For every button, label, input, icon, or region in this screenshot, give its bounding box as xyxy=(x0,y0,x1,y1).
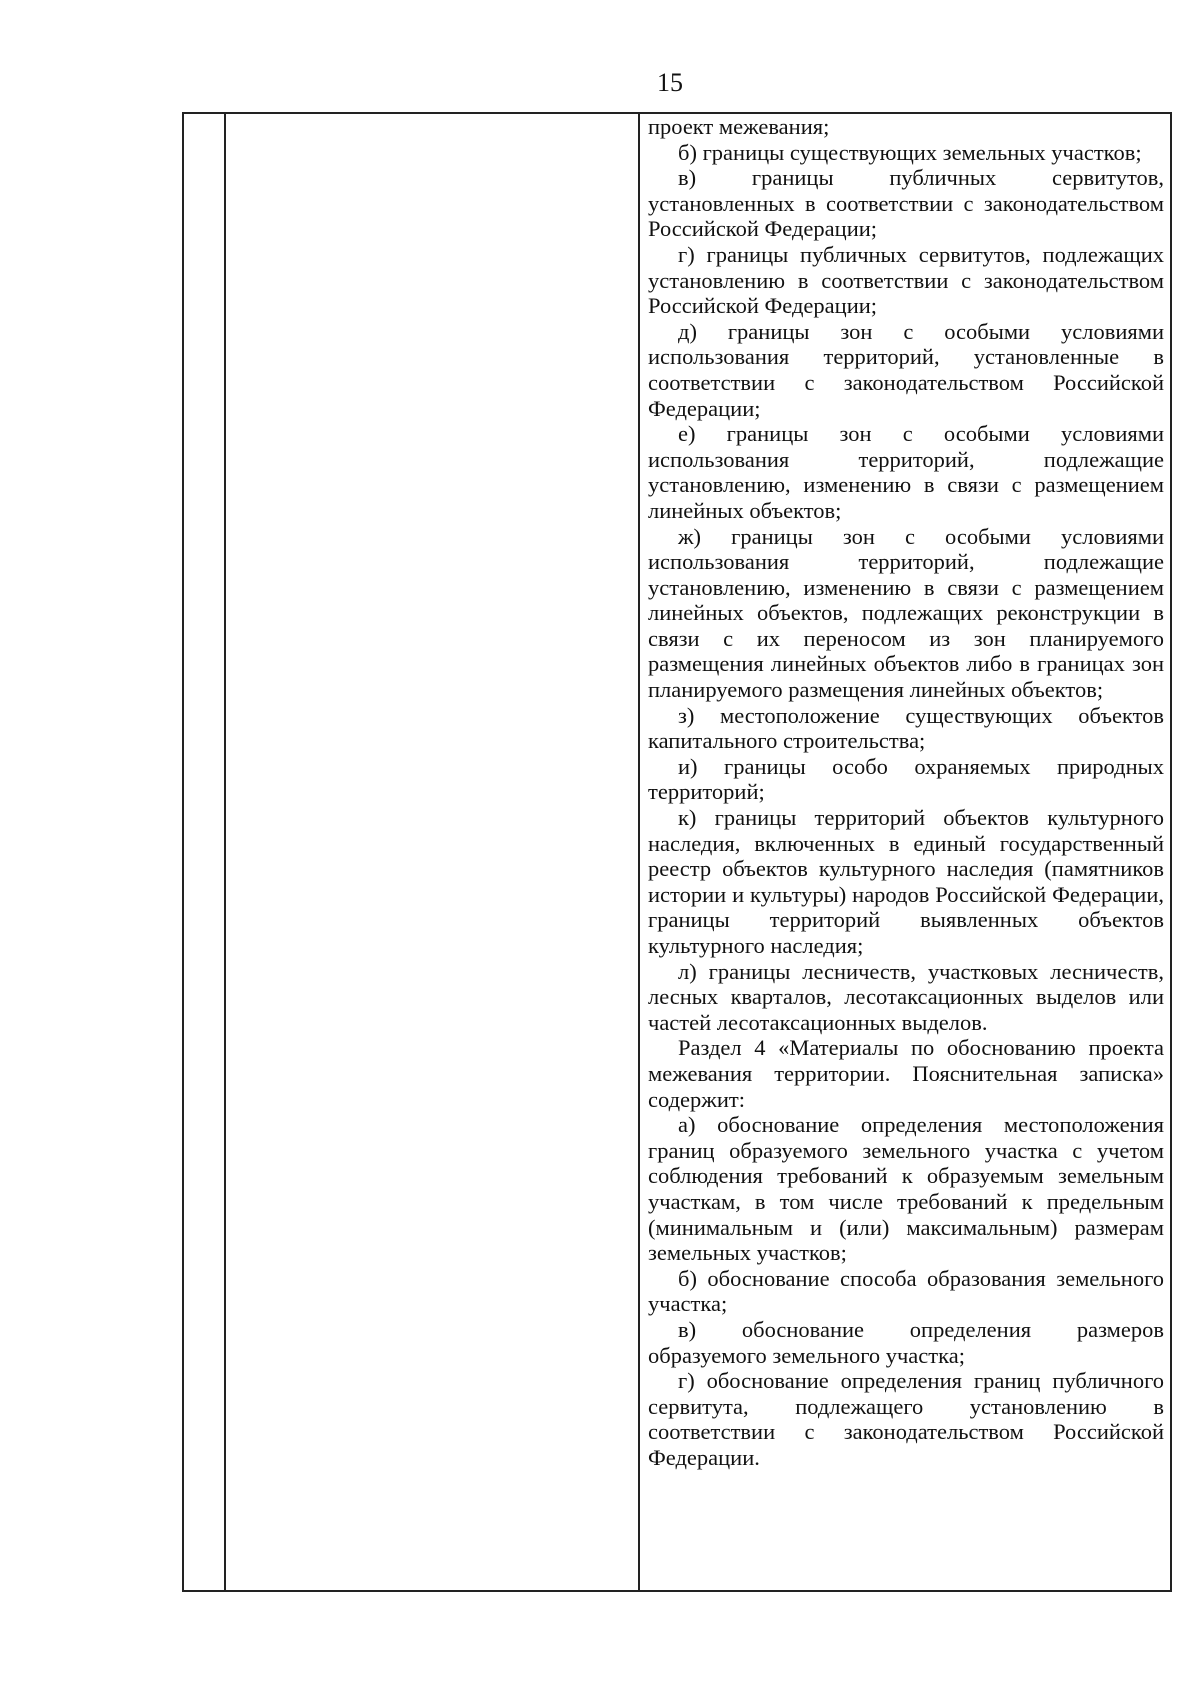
content-table xyxy=(182,112,1172,1592)
paragraph: в) границы публичных сервитутов, установленных в соответствии с законодательством Российской Федерации; xyxy=(648,165,1164,242)
paragraph: проект межевания; xyxy=(648,114,830,139)
column-divider xyxy=(638,114,640,1590)
paragraph: а) обоснование определения местоположения границ образуемого земельного участка с учетом соблюдения требований к образуемым земельным участкам, в том числе требований к предельным (минимальным и (или) максимальным) размерам земельных участков; xyxy=(648,1112,1164,1266)
paragraph: и) границы особо охраняемых природных территорий; xyxy=(648,753,1164,805)
paragraph: з) местоположение существующих объектов капитального строительства; xyxy=(648,702,1164,754)
text-cell xyxy=(642,114,1164,1470)
column-divider xyxy=(224,114,226,1590)
paragraph: д) границы зон с особыми условиями использования территорий, установленные в соответствии с законодательством Российской Федерации; xyxy=(648,318,1164,421)
paragraph: л) границы лесничеств, участковых лесничеств, лесных кварталов, лесотаксационных выделов или частей лесотаксационных выделов. xyxy=(648,958,1164,1035)
paragraph: к) границы территорий объектов культурного наследия, включенных в единый государственный реестр объектов культурного наследия (памятников истории и культуры) народов Российской Федерации, границы территорий выявленных объектов культурного наследия; xyxy=(648,805,1164,958)
paragraph: г) границы публичных сервитутов, подлежащих установлению в соответствии с законодательством Российской Федерации; xyxy=(648,241,1164,319)
paragraph: б) границы существующих земельных участков; xyxy=(678,139,1142,165)
paragraph: Раздел 4 «Материалы по обоснованию проекта межевания территории. Пояснительная записка» содержит: xyxy=(648,1035,1164,1112)
paragraph: ж) границы зон с особыми условиями использования территорий, подлежащие установлению, изменению в связи с размещением линейных объектов, подлежащих реконструкции в связи с их переносом из зон планируемого размещения линейных объектов либо в границах зон планируемого размещения линейных объектов; xyxy=(648,523,1164,703)
paragraph: г) обоснование определения границ публичного сервитута, подлежащего установлению в соответствии с законодательством Российской Федерации. xyxy=(648,1368,1164,1470)
page-number: 15 xyxy=(657,68,683,97)
paragraph: в) обоснование определения размеров образуемого земельного участка; xyxy=(648,1316,1164,1368)
paragraph: е) границы зон с особыми условиями использования территорий, подлежащие установлению, изменению в связи с размещением линейных объектов; xyxy=(648,421,1164,523)
paragraph: б) обоснование способа образования земельного участка; xyxy=(648,1265,1164,1317)
